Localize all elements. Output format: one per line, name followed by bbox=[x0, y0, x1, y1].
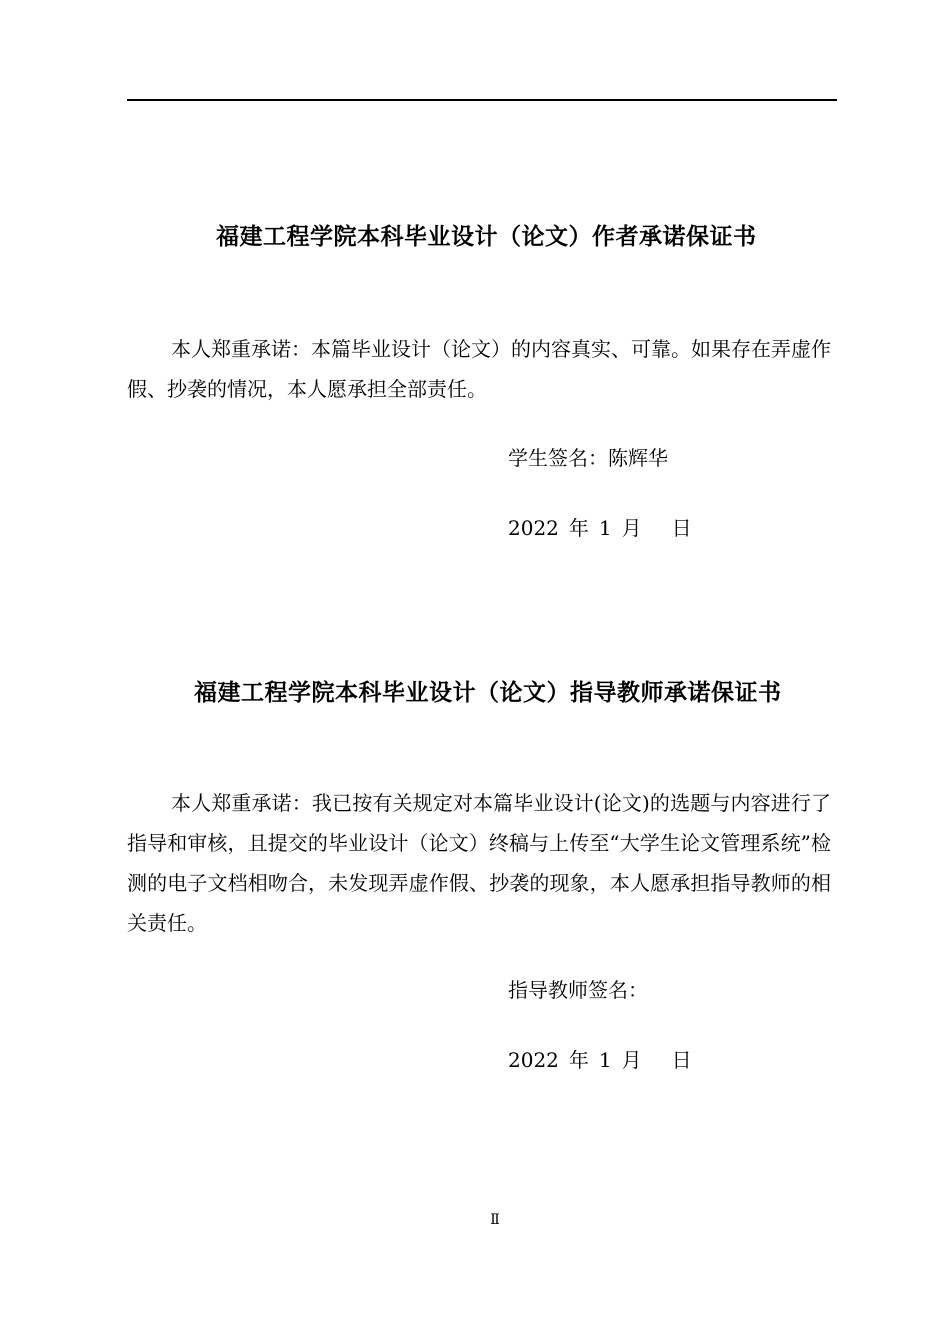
advisor-signature-line bbox=[508, 974, 648, 1003]
advisor-date-month-unit: 月 bbox=[621, 1048, 642, 1072]
author-date-line bbox=[508, 512, 692, 541]
advisor-date-year-unit: 年 bbox=[568, 1048, 589, 1072]
author-pledge-title: 福建工程学院本科毕业设计（论文）作者承诺保证书 bbox=[216, 224, 757, 250]
header-rule bbox=[127, 99, 837, 101]
advisor-pledge-body: 本人郑重承诺：我已按有关规定对本篇毕业设计(论文)的选题与内容进行了指导和审核，且提交的毕业设计（论文）终稿与上传至“大学生论文管理系统”检测的电子文档相吻合，未发现弄虚作假、抄袭的现象，本人愿承担指导教师的相关责任。 bbox=[127, 791, 831, 935]
author-date-month-unit: 月 bbox=[621, 516, 642, 540]
author-signature-line bbox=[508, 442, 668, 471]
author-date-year: 2022 bbox=[508, 516, 559, 540]
advisor-date-day-unit: 日 bbox=[671, 1048, 692, 1072]
advisor-date-year: 2022 bbox=[508, 1048, 559, 1072]
advisor-pledge-title: 福建工程学院本科毕业设计（论文）指导教师承诺保证书 bbox=[194, 680, 782, 706]
advisor-signature-label: 指导教师签名： bbox=[508, 978, 648, 1002]
author-signature-label: 学生签名： bbox=[508, 446, 608, 470]
author-date-day-unit: 日 bbox=[671, 516, 692, 540]
author-date-year-unit: 年 bbox=[568, 516, 589, 540]
author-signature-name: 陈辉华 bbox=[608, 446, 668, 470]
author-pledge-body: 本人郑重承诺：本篇毕业设计（论文）的内容真实、可靠。如果存在弄虚作假、抄袭的情况，本人愿承担全部责任。 bbox=[127, 337, 831, 401]
author-date-month: 1 bbox=[598, 516, 612, 540]
advisor-date-line bbox=[508, 1044, 692, 1073]
advisor-date-month: 1 bbox=[598, 1048, 612, 1072]
page-number: Ⅱ bbox=[490, 1212, 500, 1228]
